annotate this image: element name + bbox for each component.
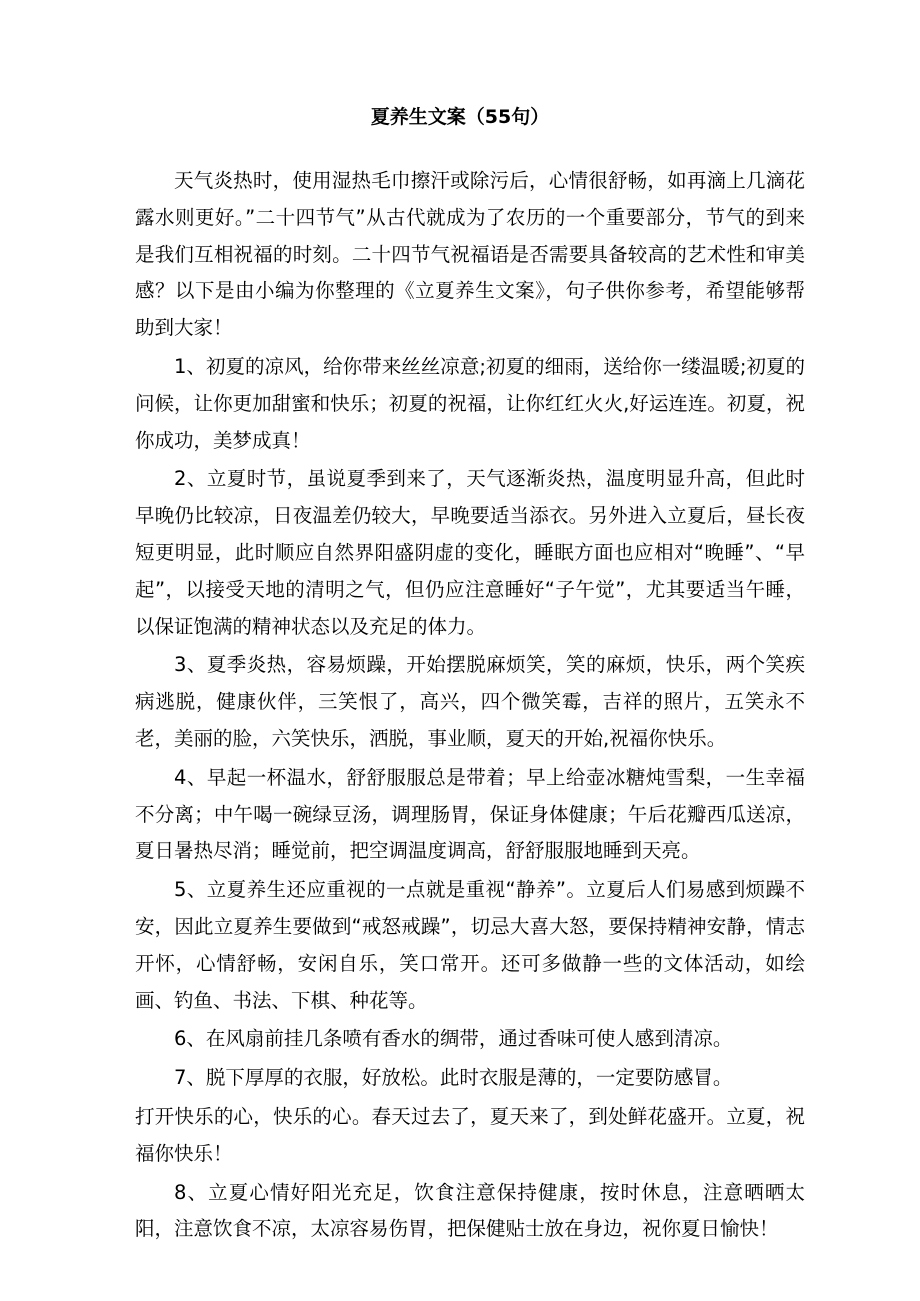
list-item-5: 5、立夏养生还应重视的一点就是重视“静养”。立夏后人们易感到烦躁不安，因此立夏养生要做到“戒怒戒躁”，切忌大喜大怒，要保持精神安静，情志开怀，心情舒畅，安闲自乐，笑口常开。还可多做静一些的文体活动，如绘画、钓鱼、书法、下棋、种花等。: [135, 878, 805, 1012]
document-body: [135, 163, 805, 1250]
list-item-7-continuation: 打开快乐的心，快乐的心。春天过去了，夏天来了，到处鲜花盛开。立夏，祝福你快乐！: [135, 1104, 805, 1165]
list-item-1: 1、初夏的凉风，给你带来丝丝凉意;初夏的细雨，送给你一缕温暖;初夏的问候，让你更加甜蜜和快乐；初夏的祝福，让你红红火火,好运连连。初夏，祝你成功，美梦成真！: [135, 354, 805, 452]
list-item-6: 6、在风扇前挂几条喷有香水的绸带，通过香味可使人感到清凉。: [174, 1027, 733, 1051]
list-item-2: 2、立夏时节，虽说夏季到来了，天气逐渐炎热，温度明显升高，但此时早晚仍比较凉，日夜温差仍较大，早晚要适当添衣。另外进入立夏后，昼长夜短更明显，此时顺应自然界阳盛阴虚的变化，睡眠方面也应相对“晚睡”、“早起”，以接受天地的清明之气，但仍应注意睡好“子午觉”，尤其要适当午睡，以保证饱满的精神状态以及充足的体力。: [135, 467, 805, 638]
intro-paragraph: 天气炎热时，使用湿热毛巾擦汗或除污后，心情很舒畅，如再滴上几滴花露水则更好。”二十四节气”从古代就成为了农历的一个重要部分，节气的到来是我们互相祝福的时刻。二十四节气祝福语是否需要具备较高的艺术性和审美感？以下是由小编为你整理的《立夏养生文案》，句子供你参考，希望能够帮助到大家！: [135, 169, 805, 340]
list-item-4: 4、早起一杯温水，舒舒服服总是带着；早上给壶冰糖炖雪梨，一生幸福不分离；中午喝一碗绿豆汤，调理肠胃，保证身体健康；午后花瓣西瓜送凉，夏日暑热尽消；睡觉前，把空调温度调高，舒舒服服地睡到天亮。: [135, 765, 805, 863]
list-item-7: 7、脱下厚厚的衣服，好放松。此时衣服是薄的，一定要防感冒。: [174, 1066, 733, 1090]
document-title: 夏养生文案（55句）: [370, 106, 550, 128]
list-item-8: 8、立夏心情好阳光充足，饮食注意保持健康，按时休息，注意晒晒太阳，注意饮食不凉，太凉容易伤胃，把保健贴士放在身边，祝你夏日愉快！: [135, 1180, 805, 1241]
list-item-3: 3、夏季炎热，容易烦躁，开始摆脱麻烦笑，笑的麻烦，快乐，两个笑疾病逃脱，健康伙伴，三笑恨了，高兴，四个微笑霉，吉祥的照片，五笑永不老，美丽的脸，六笑快乐，洒脱，事业顺，夏天的开始,祝福你快乐。: [135, 653, 805, 750]
